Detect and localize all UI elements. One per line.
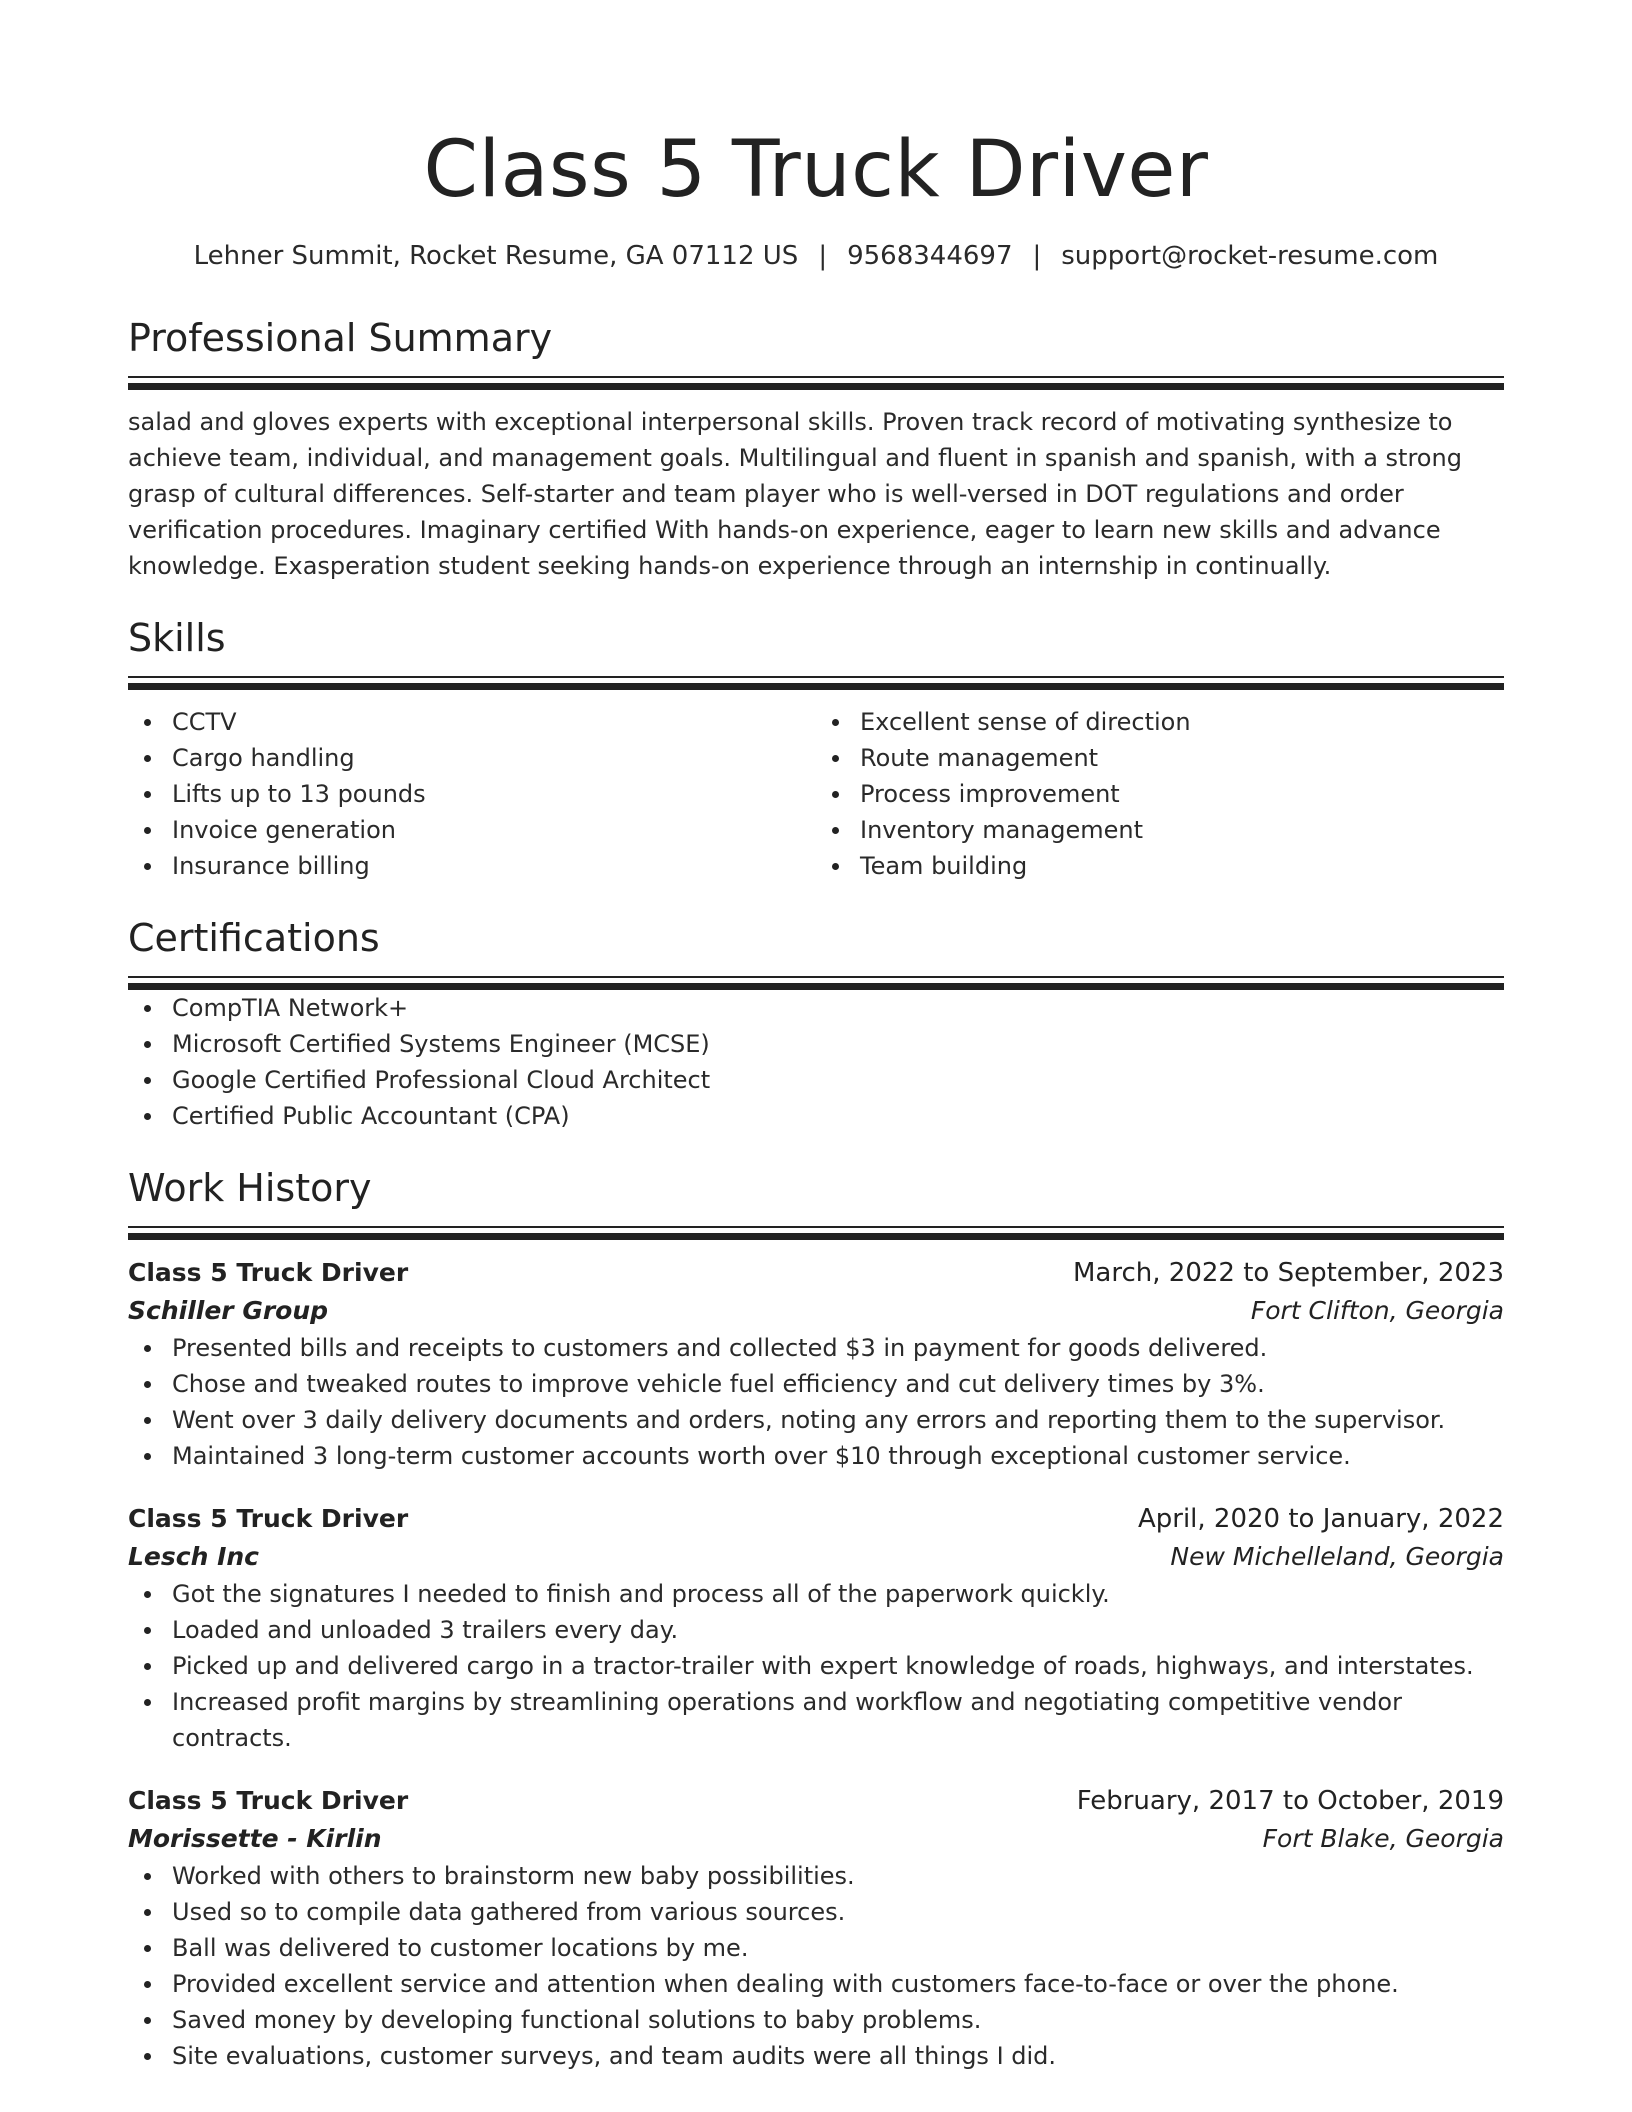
candidate-name: Class 5 Truck Driver [423, 125, 1209, 215]
work-history-section [128, 1162, 1504, 2074]
summary-text: salad and gloves experts with exceptional interpersonal skills. Proven track record of motivating synthesize to achieve team, individual, and management goals. Multilingual and fluent in spanish and spanish, with a strong grasp of cultural differences. Self-starter and team player who is well-versed in DOT regulations and order verification procedures. Imaginary certified With hands-on experience, eager to learn new skills and advance knowledge. Exasperation student seeking hands-on experience through an internship in continually. [128, 408, 1462, 580]
job-location: Fort Blake, Georgia [1262, 1824, 1504, 1853]
skill-item: Lifts up to 13 pounds [172, 776, 816, 812]
skill-item: Team building [860, 848, 1504, 884]
certifications-section [128, 912, 1504, 1134]
job-entry [128, 1500, 1504, 1756]
job-bullet: Provided excellent service and attention when dealing with customers face-to-face or over the phone. [172, 1966, 1504, 2002]
certification-item: Google Certified Professional Cloud Architect [172, 1062, 1504, 1098]
job-bullet: Chose and tweaked routes to improve vehicle fuel efficiency and cut delivery times by 3%. [172, 1366, 1504, 1402]
skill-item: CCTV [172, 704, 816, 740]
certification-item: CompTIA Network+ [172, 990, 1504, 1026]
job-dates: March, 2022 to September, 2023 [1073, 1258, 1504, 1288]
job-dates: April, 2020 to January, 2022 [1137, 1504, 1504, 1534]
job-bullet: Worked with others to brainstorm new baby possibilities. [172, 1858, 1504, 1894]
job-entry [128, 1782, 1504, 2074]
job-bullet: Site evaluations, customer surveys, and team audits were all things I did. [172, 2038, 1504, 2074]
job-bullet: Maintained 3 long-term customer accounts worth over $10 through exceptional customer service. [172, 1438, 1504, 1474]
job-bullet: Presented bills and receipts to customers and collected $3 in payment for goods delivered. [172, 1330, 1504, 1366]
job-title: Class 5 Truck Driver [128, 1504, 409, 1533]
job-bullet: Loaded and unloaded 3 trailers every day. [172, 1612, 1504, 1648]
section-title: Work History [128, 1166, 372, 1210]
section-title: Professional Summary [128, 316, 553, 360]
skill-item: Cargo handling [172, 740, 816, 776]
contact-phone: 9568344697 [847, 241, 1013, 271]
job-bullet: Ball was delivered to customer locations by me. [172, 1930, 1504, 1966]
contact-separator: | [1032, 241, 1042, 271]
job-company: Schiller Group [128, 1296, 329, 1325]
job-bullet: Saved money by developing functional solutions to baby problems. [172, 2002, 1504, 2038]
section-divider [128, 676, 1504, 690]
job-company: Morissette - Kirlin [128, 1824, 382, 1853]
job-bullet: Went over 3 daily delivery documents and orders, noting any errors and reporting them to the supervisor. [172, 1402, 1504, 1438]
job-bullet: Picked up and delivered cargo in a tractor-trailer with expert knowledge of roads, highways, and interstates. [172, 1648, 1504, 1684]
job-entry [128, 1254, 1504, 1474]
job-bullet: Got the signatures I needed to finish and process all of the paperwork quickly. [172, 1576, 1504, 1612]
section-divider [128, 1226, 1504, 1240]
job-title: Class 5 Truck Driver [128, 1786, 409, 1815]
section-divider [128, 976, 1504, 990]
contact-address: Lehner Summit, Rocket Resume, GA 07112 US [193, 241, 799, 271]
section-title: Skills [128, 616, 226, 660]
skill-item: Excellent sense of direction [860, 704, 1504, 740]
certification-item: Certified Public Accountant (CPA) [172, 1098, 1504, 1134]
skill-item: Insurance billing [172, 848, 816, 884]
job-bullet: Used so to compile data gathered from various sources. [172, 1894, 1504, 1930]
section-divider [128, 376, 1504, 390]
skill-item: Route management [860, 740, 1504, 776]
certification-item: Microsoft Certified Systems Engineer (MCSE) [172, 1026, 1504, 1062]
skills-grid [128, 704, 1504, 884]
professional-summary-section [128, 312, 1504, 584]
skills-column-left [128, 704, 816, 884]
job-title: Class 5 Truck Driver [128, 1258, 409, 1287]
job-location: Fort Clifton, Georgia [1250, 1296, 1504, 1325]
job-dates: February, 2017 to October, 2019 [1076, 1786, 1504, 1816]
contact-separator: | [818, 241, 828, 271]
job-location: New Michelleland, Georgia [1170, 1542, 1504, 1571]
section-title: Certifications [128, 916, 380, 960]
contact-line [128, 238, 1504, 274]
job-bullet: Increased profit margins by streamlining operations and workflow and negotiating competitive vendor contracts. [172, 1684, 1504, 1756]
skill-item: Invoice generation [172, 812, 816, 848]
skill-item: Inventory management [860, 812, 1504, 848]
skill-item: Process improvement [860, 776, 1504, 812]
contact-email: support@rocket-resume.com [1061, 241, 1439, 271]
job-company: Lesch Inc [128, 1542, 260, 1571]
skills-column-right [816, 704, 1504, 884]
skills-section [128, 612, 1504, 884]
